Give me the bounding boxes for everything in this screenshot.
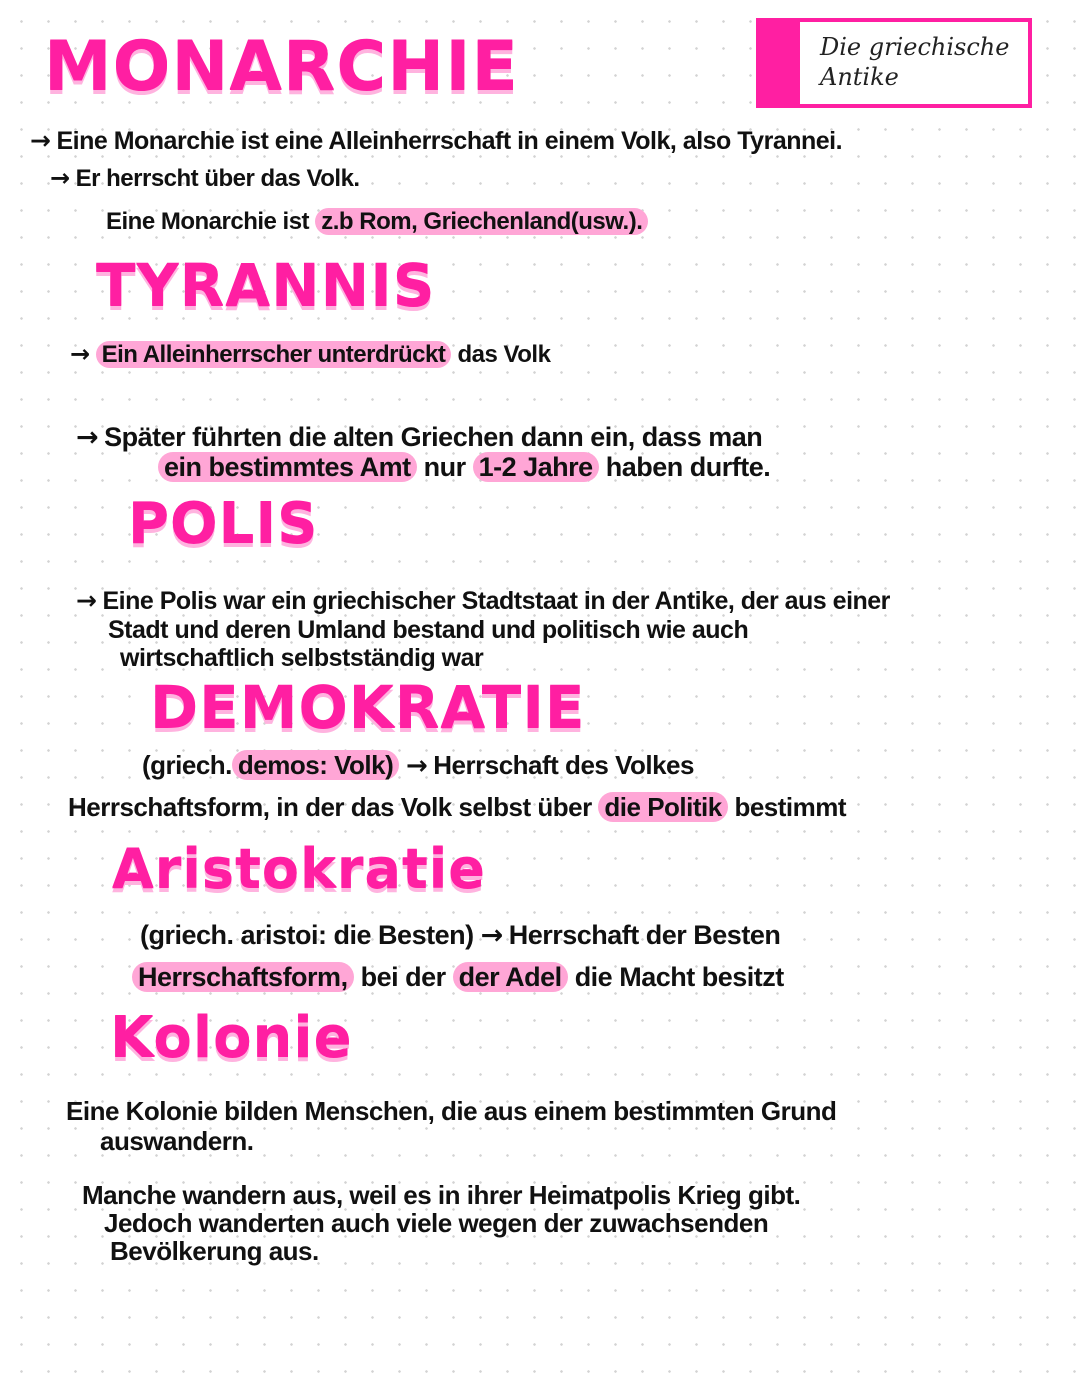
right-arrow-icon: → xyxy=(50,164,70,192)
highlight: der Adel xyxy=(453,962,568,992)
kolonie-line-5: Bevölkerung aus. xyxy=(110,1236,319,1266)
aristokratie-line-1: (griech. aristoi: die Besten) → Herrschaft der Besten xyxy=(140,920,781,951)
highlight: ein bestimmtes Amt xyxy=(158,452,417,482)
monarchie-line-2: → Er herrscht über das Volk. xyxy=(50,164,360,192)
right-arrow-icon: → xyxy=(405,751,428,781)
title-box-text xyxy=(820,32,1009,92)
heading-kolonie: Kolonie xyxy=(110,1006,353,1071)
heading-monarchie: MONARCHIE xyxy=(44,28,519,107)
right-arrow-icon: → xyxy=(480,920,503,951)
tyrannis-line-1: → Ein Alleinherrscher unterdrückt das Volk xyxy=(70,340,551,368)
monarchie-line-1: → Eine Monarchie ist eine Alleinherrschaft in einem Volk, also Tyrannei. xyxy=(30,126,843,155)
right-arrow-icon: → xyxy=(76,422,99,453)
kolonie-line-1: Eine Kolonie bilden Menschen, die aus einem bestimmten Grund xyxy=(66,1096,837,1126)
highlight: die Politik xyxy=(598,792,727,822)
demokratie-line-1: (griech. demos: Volk) → Herrschaft des Volkes xyxy=(142,750,694,781)
highlight: z.b Rom, Griechenland(usw.). xyxy=(315,208,648,235)
demokratie-line-2: Herrschaftsform, in der das Volk selbst über die Politik bestimmt xyxy=(68,792,847,822)
kolonie-line-4: Jedoch wanderten auch viele wegen der zuwachsenden xyxy=(104,1208,769,1238)
tyrannis-line-3: ein bestimmtes Amt nur 1-2 Jahre haben durfte. xyxy=(158,452,770,483)
highlight: 1-2 Jahre xyxy=(473,452,599,482)
title-line-2: Antike xyxy=(820,63,899,91)
heading-demokratie: DEMOKRATIE xyxy=(150,674,586,742)
monarchie-line-3: Eine Monarchie ist z.b Rom, Griechenland(usw.). xyxy=(106,208,648,236)
heading-polis: POLIS xyxy=(128,492,319,557)
tyrannis-line-2: → Später führten die alten Griechen dann ein, dass man xyxy=(76,422,763,453)
heading-aristokratie: Aristokratie xyxy=(112,838,486,901)
title-box-accent-bar xyxy=(760,22,800,104)
title-line-1: Die griechische xyxy=(820,33,1010,61)
aristokratie-line-2: Herrschaftsform, bei der der Adel die Macht besitzt xyxy=(132,962,784,993)
right-arrow-icon: → xyxy=(30,126,51,155)
highlight: Ein Alleinherrscher unterdrückt xyxy=(96,341,452,368)
highlight: demos: Volk) xyxy=(232,750,399,780)
kolonie-line-3: Manche wandern aus, weil es in ihrer Heimatpolis Krieg gibt. xyxy=(82,1180,801,1210)
right-arrow-icon: → xyxy=(76,586,97,615)
kolonie-line-2: auswandern. xyxy=(100,1126,254,1156)
polis-line-2: Stadt und deren Umland bestand und politisch wie auch xyxy=(108,616,749,644)
heading-tyrannis: TYRANNIS xyxy=(96,252,436,320)
polis-line-3: wirtschaftlich selbstständig war xyxy=(120,644,484,672)
title-box xyxy=(756,18,1032,108)
right-arrow-icon: → xyxy=(70,340,90,368)
polis-line-1: → Eine Polis war ein griechischer Stadtstaat in der Antike, der aus einer xyxy=(76,586,890,615)
highlight: Herrschaftsform, xyxy=(132,962,354,992)
